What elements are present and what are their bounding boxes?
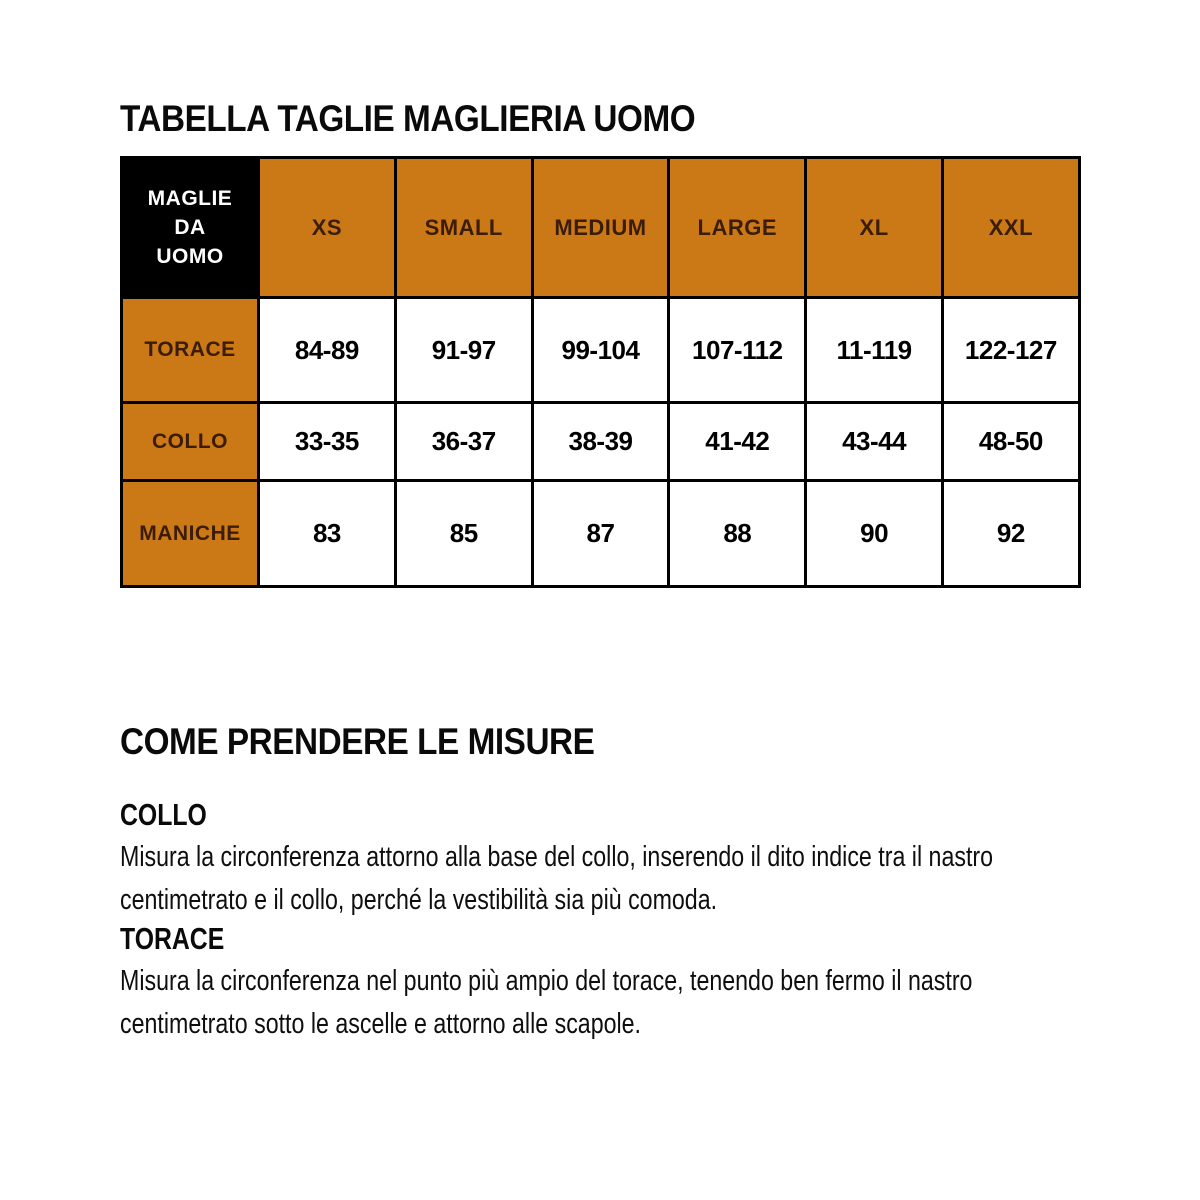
measure-section-heading: TORACE (120, 921, 225, 956)
size-value-cell: 91-97 (395, 298, 532, 403)
size-value-cell: 11-119 (806, 298, 943, 403)
corner-label-line: DA (174, 216, 206, 239)
size-value-cell: 85 (395, 481, 532, 587)
size-value-cell: 43-44 (806, 403, 943, 481)
size-value-cell: 107-112 (669, 298, 806, 403)
size-column-header: SMALL (395, 158, 532, 298)
row-label-cell: MANICHE (122, 481, 259, 587)
measure-section-body: Misura la circonferenza nel punto più ampio del torace, tenendo ben fermo il nastro centimetrato sotto le ascelle e attorno alle scapole. (120, 965, 973, 1040)
size-value-cell: 90 (806, 481, 943, 587)
measure-guide (120, 797, 1060, 1048)
size-chart-row (122, 481, 1080, 587)
corner-label-line: UOMO (156, 245, 224, 268)
corner-label-line: MAGLIE (147, 187, 233, 210)
measure-guide-title: COME PRENDERE LE MISURE (120, 721, 595, 762)
size-chart-header-row (122, 158, 1080, 298)
size-value-cell: 33-35 (259, 403, 396, 481)
corner-cell (122, 158, 259, 298)
size-value-cell: 88 (669, 481, 806, 587)
measure-section-heading: COLLO (120, 797, 207, 832)
size-value-cell: 87 (532, 481, 669, 587)
size-value-cell: 38-39 (532, 403, 669, 481)
size-value-cell: 92 (942, 481, 1079, 587)
page-title: TABELLA TAGLIE MAGLIERIA UOMO (120, 98, 696, 139)
size-value-cell: 36-37 (395, 403, 532, 481)
size-value-cell: 122-127 (942, 298, 1079, 403)
size-column-header: XXL (942, 158, 1079, 298)
size-value-cell: 99-104 (532, 298, 669, 403)
size-chart-table (120, 156, 1081, 588)
row-label-cell: COLLO (122, 403, 259, 481)
measure-section-body: Misura la circonferenza attorno alla base del collo, inserendo il dito indice tra il nastro centimetrato e il collo, perché la vestibilità sia più comoda. (120, 841, 994, 916)
size-column-header: XL (806, 158, 943, 298)
size-value-cell: 48-50 (942, 403, 1079, 481)
size-chart-row (122, 403, 1080, 481)
size-column-header: MEDIUM (532, 158, 669, 298)
row-label-cell: TORACE (122, 298, 259, 403)
size-column-header: LARGE (669, 158, 806, 298)
size-value-cell: 83 (259, 481, 396, 587)
size-column-header: XS (259, 158, 396, 298)
size-value-cell: 41-42 (669, 403, 806, 481)
size-value-cell: 84-89 (259, 298, 396, 403)
size-chart-row (122, 298, 1080, 403)
